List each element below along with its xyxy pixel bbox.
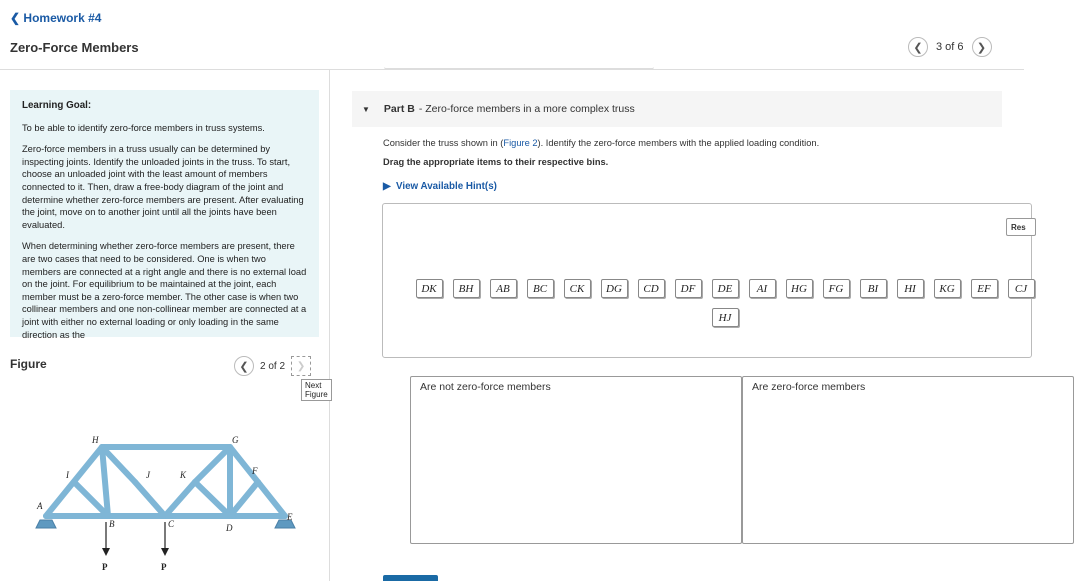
truss-member-hb bbox=[102, 447, 108, 516]
bin-label: Are not zero-force members bbox=[420, 381, 551, 393]
draggable-item[interactable]: HI bbox=[897, 279, 924, 298]
learning-goal-box bbox=[10, 90, 319, 340]
joint-label: A bbox=[37, 501, 43, 511]
learning-goal-paragraph: When determining whether zero-force members are present, there are two cases that need to be considered. One is when two members are connected at a right angle and there is no external load on the joint. For equilibrium to be maintained at the joint, each member must be a zero-force member. The other case is when two collinear members and one non-collinear member are connected at a joint with either no external loading or only loading in the same direction as the bbox=[22, 241, 307, 340]
arrowhead-icon bbox=[102, 548, 110, 556]
figure-pager bbox=[234, 356, 311, 376]
joint-label: E bbox=[287, 512, 293, 522]
truss-member-kg bbox=[195, 447, 230, 482]
draggable-item[interactable]: DK bbox=[416, 279, 443, 298]
previous-figure-button[interactable] bbox=[234, 356, 254, 376]
learning-goal-paragraph: Zero-force members in a truss usually can be determined by inspecting joints. Identify the unloaded joints in the truss. To start, choose an unloaded joint with the least amount of members connected to it. Then, draw a free-body diagram of the joint and determine whether zero-force members are present. After evaluating the joint, move on to another joint until all the joints have been evaluated. bbox=[22, 144, 304, 230]
joint-label: F bbox=[252, 466, 258, 476]
figure-label: Figure bbox=[10, 357, 47, 371]
left-panel bbox=[0, 70, 330, 581]
problem-pager-text: 3 of 6 bbox=[936, 41, 964, 53]
chevron-left-icon: ❮ bbox=[10, 11, 21, 25]
top-bar bbox=[0, 0, 1024, 70]
draggable-item[interactable]: CD bbox=[638, 279, 665, 298]
back-to-homework-link[interactable] bbox=[10, 11, 101, 25]
view-hints-link[interactable] bbox=[383, 181, 497, 192]
previous-problem-button[interactable] bbox=[908, 37, 928, 57]
learning-goal-paragraph: To be able to identify zero-force members in truss systems. bbox=[22, 122, 265, 133]
draggable-item[interactable]: HG bbox=[786, 279, 813, 298]
draggable-item[interactable]: DG bbox=[601, 279, 628, 298]
chevron-right-icon: ❯ bbox=[976, 41, 987, 54]
collapsed-part-divider bbox=[384, 66, 654, 70]
draggable-item[interactable]: FG bbox=[823, 279, 850, 298]
joint-label: G bbox=[232, 435, 239, 445]
part-title: - Zero-force members in a more complex truss bbox=[418, 103, 635, 115]
arrowhead-icon bbox=[161, 548, 169, 556]
truss-member-ck bbox=[165, 482, 195, 516]
draggable-item[interactable]: BC bbox=[527, 279, 554, 298]
joint-label: C bbox=[168, 519, 175, 529]
submit-button[interactable] bbox=[383, 575, 438, 581]
draggable-item[interactable]: BH bbox=[453, 279, 480, 298]
next-figure-button[interactable] bbox=[291, 356, 311, 376]
chevron-left-icon: ❮ bbox=[239, 360, 249, 373]
pin-support-a bbox=[36, 520, 56, 528]
page-title: Zero-Force Members bbox=[10, 40, 139, 55]
figure-pager-text: 2 of 2 bbox=[260, 360, 286, 372]
zero-force-bin[interactable] bbox=[742, 376, 1074, 544]
draggable-item[interactable]: BI bbox=[860, 279, 887, 298]
problem-pager bbox=[908, 36, 992, 58]
draggable-item[interactable]: AI bbox=[749, 279, 776, 298]
chevron-left-icon: ❮ bbox=[913, 41, 923, 54]
joint-label: I bbox=[66, 470, 69, 480]
joint-label: D bbox=[226, 523, 233, 533]
back-link-label: Homework #4 bbox=[23, 11, 102, 25]
truss-member-df bbox=[230, 482, 258, 516]
caret-right-icon: ▶ bbox=[383, 181, 391, 192]
joint-label: B bbox=[109, 519, 115, 529]
draggable-item[interactable]: CK bbox=[564, 279, 591, 298]
next-problem-button[interactable] bbox=[972, 37, 992, 57]
instruction-text: ). Identify the zero-force members with the applied loading condition. bbox=[537, 138, 820, 148]
draggable-item[interactable]: CJ bbox=[1008, 279, 1035, 298]
draggable-item[interactable]: KG bbox=[934, 279, 961, 298]
not-zero-force-bin[interactable] bbox=[410, 376, 742, 544]
joint-label: H bbox=[92, 435, 99, 445]
truss-diagram bbox=[30, 432, 300, 572]
draggable-item[interactable]: DE bbox=[712, 279, 739, 298]
caret-down-icon: ▼ bbox=[362, 104, 370, 114]
problem-instruction bbox=[383, 138, 819, 148]
instruction-text: Consider the truss shown in ( bbox=[383, 138, 504, 148]
truss-member-kd bbox=[195, 482, 230, 516]
reset-button[interactable]: Res bbox=[1006, 218, 1036, 236]
next-figure-tooltip: Next Figure bbox=[301, 379, 332, 401]
drag-instruction: Drag the appropriate items to their respective bins. bbox=[383, 157, 609, 167]
bin-label: Are zero-force members bbox=[752, 381, 866, 393]
draggable-item[interactable]: HJ bbox=[712, 308, 739, 327]
draggable-item[interactable]: EF bbox=[971, 279, 998, 298]
truss-member-jc bbox=[135, 482, 165, 516]
part-b-header[interactable] bbox=[352, 91, 1002, 127]
learning-goal-heading: Learning Goal: bbox=[22, 100, 92, 111]
part-label: Part B bbox=[383, 103, 415, 115]
load-label: P bbox=[102, 562, 108, 572]
joint-label: K bbox=[180, 470, 187, 480]
joint-label: J bbox=[146, 470, 150, 480]
draggable-item[interactable]: DF bbox=[675, 279, 702, 298]
hints-label: View Available Hint(s) bbox=[396, 181, 497, 192]
draggable-items bbox=[415, 279, 1035, 327]
draggable-item[interactable]: AB bbox=[490, 279, 517, 298]
load-label: P bbox=[161, 562, 167, 572]
figure-link[interactable]: Figure 2 bbox=[503, 138, 538, 148]
chevron-right-icon: ❯ bbox=[296, 360, 306, 372]
